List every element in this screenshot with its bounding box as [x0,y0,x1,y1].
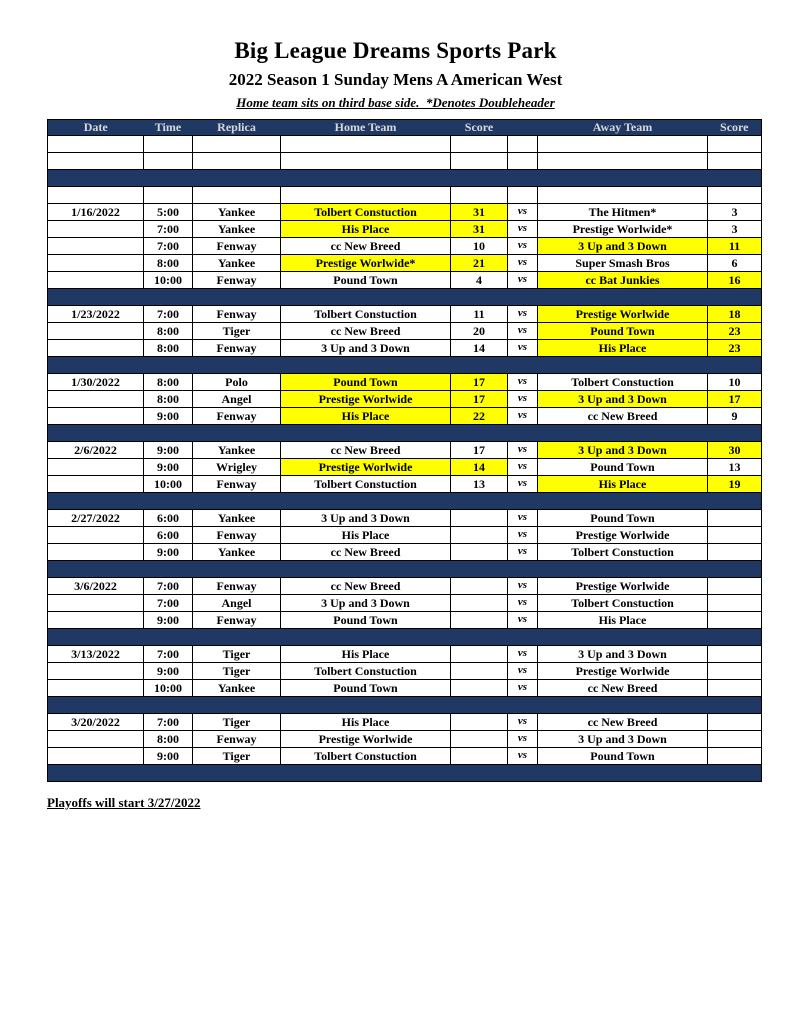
replica-cell: Tiger [193,646,281,663]
away-team-cell: Pound Town [538,748,708,765]
empty-cell [48,187,144,204]
empty-cell [708,187,762,204]
empty-cell [193,136,281,153]
game-row [48,306,762,323]
replica-cell: Yankee [193,442,281,459]
away-team-cell: cc New Breed [538,714,708,731]
replica-cell: Fenway [193,527,281,544]
away-score-cell [708,595,762,612]
playoffs-note: Playoffs will start 3/27/2022 [47,795,201,810]
away-team-cell: 3 Up and 3 Down [538,731,708,748]
home-team-cell: His Place [281,527,451,544]
away-score-cell [708,748,762,765]
replica-cell: Fenway [193,238,281,255]
replica-cell: Angel [193,391,281,408]
separator-row [48,697,762,714]
home-score-cell: 20 [451,323,508,340]
date-cell [48,408,144,425]
away-team-cell: His Place [538,476,708,493]
empty-cell [538,136,708,153]
home-team-cell: Prestige Worlwide [281,391,451,408]
vs-cell: vs [508,238,538,255]
col-header-time: Time [144,120,193,136]
game-row [48,646,762,663]
home-team-cell: Tolbert Constuction [281,748,451,765]
home-team-cell: cc New Breed [281,578,451,595]
home-score-cell [451,731,508,748]
date-cell [48,255,144,272]
empty-cell [508,136,538,153]
home-team-cell: Tolbert Constuction [281,663,451,680]
away-team-cell: Pound Town [538,510,708,527]
empty-cell [193,153,281,170]
game-row [48,510,762,527]
game-row [48,612,762,629]
empty-cell [708,153,762,170]
time-cell: 6:00 [144,527,193,544]
vs-cell: vs [508,680,538,697]
date-cell: 1/23/2022 [48,306,144,323]
away-team-cell: Super Smash Bros [538,255,708,272]
time-cell: 10:00 [144,680,193,697]
away-score-cell: 19 [708,476,762,493]
away-team-cell: Prestige Worlwide [538,306,708,323]
home-team-cell: Pound Town [281,612,451,629]
time-cell: 7:00 [144,221,193,238]
time-cell: 5:00 [144,204,193,221]
game-row [48,238,762,255]
date-cell [48,323,144,340]
empty-cell [281,153,451,170]
separator-row [48,170,762,187]
date-cell: 2/6/2022 [48,442,144,459]
vs-cell: vs [508,459,538,476]
away-team-cell: cc New Breed [538,680,708,697]
vs-cell: vs [508,204,538,221]
time-cell: 9:00 [144,408,193,425]
page-note: Home team sits on third base side. *Denotes Doubleheader [236,95,555,110]
away-team-cell: Prestige Worlwide* [538,221,708,238]
away-team-cell: Tolbert Constuction [538,544,708,561]
replica-cell: Fenway [193,578,281,595]
vs-cell: vs [508,221,538,238]
date-cell [48,612,144,629]
replica-cell: Yankee [193,680,281,697]
game-row [48,272,762,289]
time-cell: 9:00 [144,663,193,680]
time-cell: 10:00 [144,476,193,493]
replica-cell: Tiger [193,663,281,680]
home-score-cell: 21 [451,255,508,272]
replica-cell: Yankee [193,204,281,221]
home-team-cell: cc New Breed [281,238,451,255]
empty-cell [48,136,144,153]
schedule-body [48,136,762,782]
home-score-cell [451,510,508,527]
home-team-cell: Pound Town [281,374,451,391]
separator-cell [48,289,762,306]
game-row [48,680,762,697]
date-cell: 3/20/2022 [48,714,144,731]
home-team-cell: Tolbert Constuction [281,476,451,493]
home-score-cell: 13 [451,476,508,493]
vs-cell: vs [508,340,538,357]
page-title: Big League Dreams Sports Park [234,38,557,63]
away-team-cell: 3 Up and 3 Down [538,238,708,255]
away-team-cell: cc New Breed [538,408,708,425]
home-team-cell: Tolbert Constuction [281,204,451,221]
home-team-cell: His Place [281,408,451,425]
empty-cell [144,136,193,153]
home-score-cell: 31 [451,221,508,238]
separator-cell [48,493,762,510]
date-cell [48,731,144,748]
game-row [48,476,762,493]
home-score-cell [451,578,508,595]
vs-cell: vs [508,714,538,731]
away-score-cell: 6 [708,255,762,272]
away-team-cell: Pound Town [538,459,708,476]
away-score-cell: 10 [708,374,762,391]
time-cell: 8:00 [144,340,193,357]
date-cell [48,221,144,238]
time-cell: 8:00 [144,374,193,391]
replica-cell: Fenway [193,731,281,748]
vs-cell: vs [508,442,538,459]
date-cell [48,595,144,612]
away-score-cell: 3 [708,204,762,221]
home-team-cell: 3 Up and 3 Down [281,340,451,357]
game-row [48,340,762,357]
time-cell: 8:00 [144,323,193,340]
vs-cell: vs [508,544,538,561]
away-score-cell [708,680,762,697]
away-team-cell: 3 Up and 3 Down [538,391,708,408]
time-cell: 7:00 [144,238,193,255]
date-cell [48,663,144,680]
time-cell: 9:00 [144,612,193,629]
game-row [48,221,762,238]
home-team-cell: Pound Town [281,272,451,289]
home-score-cell: 4 [451,272,508,289]
away-score-cell: 17 [708,391,762,408]
vs-cell: vs [508,646,538,663]
game-row [48,408,762,425]
empty-cell [508,153,538,170]
separator-cell [48,357,762,374]
separator-row [48,289,762,306]
time-cell: 7:00 [144,306,193,323]
home-score-cell [451,646,508,663]
vs-cell: vs [508,663,538,680]
home-score-cell: 10 [451,238,508,255]
home-score-cell [451,544,508,561]
separator-row [48,765,762,782]
game-row [48,595,762,612]
home-team-cell: His Place [281,714,451,731]
away-score-cell [708,663,762,680]
separator-cell [48,697,762,714]
page-subtitle: 2022 Season 1 Sunday Mens A American West [228,70,563,89]
away-score-cell [708,578,762,595]
vs-cell: vs [508,748,538,765]
separator-cell [48,765,762,782]
time-cell: 7:00 [144,714,193,731]
home-team-cell: Prestige Worlwide* [281,255,451,272]
empty-cell [281,136,451,153]
date-cell: 2/27/2022 [48,510,144,527]
away-score-cell [708,544,762,561]
replica-cell: Tiger [193,714,281,731]
away-team-cell: Prestige Worlwide [538,527,708,544]
date-cell [48,391,144,408]
empty-row [48,187,762,204]
home-score-cell: 31 [451,204,508,221]
date-cell [48,459,144,476]
home-score-cell [451,714,508,731]
separator-row [48,561,762,578]
empty-cell [451,136,508,153]
col-header-home-team: Home Team [281,120,451,136]
away-score-cell: 3 [708,221,762,238]
separator-cell [48,561,762,578]
separator-cell [48,629,762,646]
date-cell [48,680,144,697]
separator-row [48,425,762,442]
time-cell: 9:00 [144,748,193,765]
replica-cell: Angel [193,595,281,612]
home-score-cell [451,595,508,612]
empty-cell [451,187,508,204]
vs-cell: vs [508,578,538,595]
date-cell [48,527,144,544]
empty-cell [508,187,538,204]
away-team-cell: His Place [538,612,708,629]
away-team-cell: Tolbert Constuction [538,595,708,612]
vs-cell: vs [508,306,538,323]
replica-cell: Fenway [193,272,281,289]
empty-cell [708,136,762,153]
away-score-cell [708,714,762,731]
game-row [48,391,762,408]
time-cell: 9:00 [144,442,193,459]
away-team-cell: Prestige Worlwide [538,578,708,595]
time-cell: 8:00 [144,391,193,408]
time-cell: 7:00 [144,578,193,595]
header-row [48,120,762,136]
date-cell: 3/13/2022 [48,646,144,663]
game-row [48,527,762,544]
time-cell: 8:00 [144,255,193,272]
home-team-cell: cc New Breed [281,442,451,459]
game-row [48,255,762,272]
empty-cell [144,187,193,204]
time-cell: 6:00 [144,510,193,527]
home-score-cell: 22 [451,408,508,425]
time-cell: 10:00 [144,272,193,289]
col-header-vs [508,120,538,136]
replica-cell: Fenway [193,306,281,323]
date-cell [48,748,144,765]
home-team-cell: Tolbert Constuction [281,306,451,323]
away-score-cell: 11 [708,238,762,255]
replica-cell: Tiger [193,323,281,340]
vs-cell: vs [508,323,538,340]
game-row [48,714,762,731]
away-score-cell: 30 [708,442,762,459]
game-row [48,374,762,391]
game-row [48,459,762,476]
vs-cell: vs [508,272,538,289]
game-row [48,578,762,595]
replica-cell: Yankee [193,510,281,527]
separator-row [48,357,762,374]
away-score-cell: 18 [708,306,762,323]
away-score-cell: 9 [708,408,762,425]
col-header-home-score: Score [451,120,508,136]
away-team-cell: 3 Up and 3 Down [538,442,708,459]
home-score-cell [451,680,508,697]
home-team-cell: cc New Breed [281,544,451,561]
home-team-cell: Pound Town [281,680,451,697]
col-header-replica: Replica [193,120,281,136]
empty-cell [193,187,281,204]
separator-cell [48,425,762,442]
away-score-cell: 16 [708,272,762,289]
replica-cell: Fenway [193,476,281,493]
col-header-away-team: Away Team [538,120,708,136]
home-score-cell: 14 [451,459,508,476]
game-row [48,323,762,340]
home-team-cell: 3 Up and 3 Down [281,510,451,527]
empty-row [48,153,762,170]
separator-row [48,629,762,646]
home-team-cell: cc New Breed [281,323,451,340]
schedule-table [47,119,762,782]
game-row [48,544,762,561]
date-cell [48,476,144,493]
home-score-cell: 17 [451,374,508,391]
empty-cell [451,153,508,170]
home-score-cell [451,527,508,544]
vs-cell: vs [508,595,538,612]
vs-cell: vs [508,612,538,629]
home-team-cell: 3 Up and 3 Down [281,595,451,612]
replica-cell: Yankee [193,255,281,272]
empty-cell [144,153,193,170]
away-team-cell: Prestige Worlwide [538,663,708,680]
vs-cell: vs [508,476,538,493]
home-score-cell: 17 [451,442,508,459]
home-score-cell [451,663,508,680]
date-cell [48,272,144,289]
date-cell [48,238,144,255]
time-cell: 7:00 [144,595,193,612]
away-score-cell [708,527,762,544]
replica-cell: Wrigley [193,459,281,476]
home-score-cell: 14 [451,340,508,357]
away-team-cell: 3 Up and 3 Down [538,646,708,663]
game-row [48,663,762,680]
replica-cell: Polo [193,374,281,391]
col-header-away-score: Score [708,120,762,136]
vs-cell: vs [508,255,538,272]
replica-cell: Fenway [193,612,281,629]
home-team-cell: Prestige Worlwide [281,731,451,748]
time-cell: 8:00 [144,731,193,748]
empty-cell [538,153,708,170]
away-score-cell: 23 [708,323,762,340]
home-team-cell: Prestige Worlwide [281,459,451,476]
home-team-cell: His Place [281,221,451,238]
vs-cell: vs [508,408,538,425]
vs-cell: vs [508,527,538,544]
date-cell [48,340,144,357]
col-header-date: Date [48,120,144,136]
replica-cell: Tiger [193,748,281,765]
game-row [48,748,762,765]
away-team-cell: cc Bat Junkies [538,272,708,289]
home-score-cell: 11 [451,306,508,323]
date-cell [48,544,144,561]
date-cell: 3/6/2022 [48,578,144,595]
away-score-cell [708,646,762,663]
replica-cell: Yankee [193,221,281,238]
away-team-cell: Pound Town [538,323,708,340]
time-cell: 7:00 [144,646,193,663]
replica-cell: Fenway [193,408,281,425]
empty-cell [281,187,451,204]
away-score-cell: 23 [708,340,762,357]
separator-cell [48,170,762,187]
vs-cell: vs [508,731,538,748]
replica-cell: Fenway [193,340,281,357]
away-score-cell: 13 [708,459,762,476]
empty-cell [48,153,144,170]
separator-row [48,493,762,510]
home-team-cell: His Place [281,646,451,663]
game-row [48,204,762,221]
empty-row [48,136,762,153]
vs-cell: vs [508,391,538,408]
vs-cell: vs [508,374,538,391]
empty-cell [538,187,708,204]
date-cell: 1/16/2022 [48,204,144,221]
home-score-cell: 17 [451,391,508,408]
home-score-cell [451,748,508,765]
away-score-cell [708,612,762,629]
time-cell: 9:00 [144,459,193,476]
date-cell: 1/30/2022 [48,374,144,391]
time-cell: 9:00 [144,544,193,561]
away-team-cell: The Hitmen* [538,204,708,221]
game-row [48,442,762,459]
away-score-cell [708,510,762,527]
away-team-cell: Tolbert Constuction [538,374,708,391]
replica-cell: Yankee [193,544,281,561]
away-score-cell [708,731,762,748]
game-row [48,731,762,748]
home-score-cell [451,612,508,629]
vs-cell: vs [508,510,538,527]
away-team-cell: His Place [538,340,708,357]
